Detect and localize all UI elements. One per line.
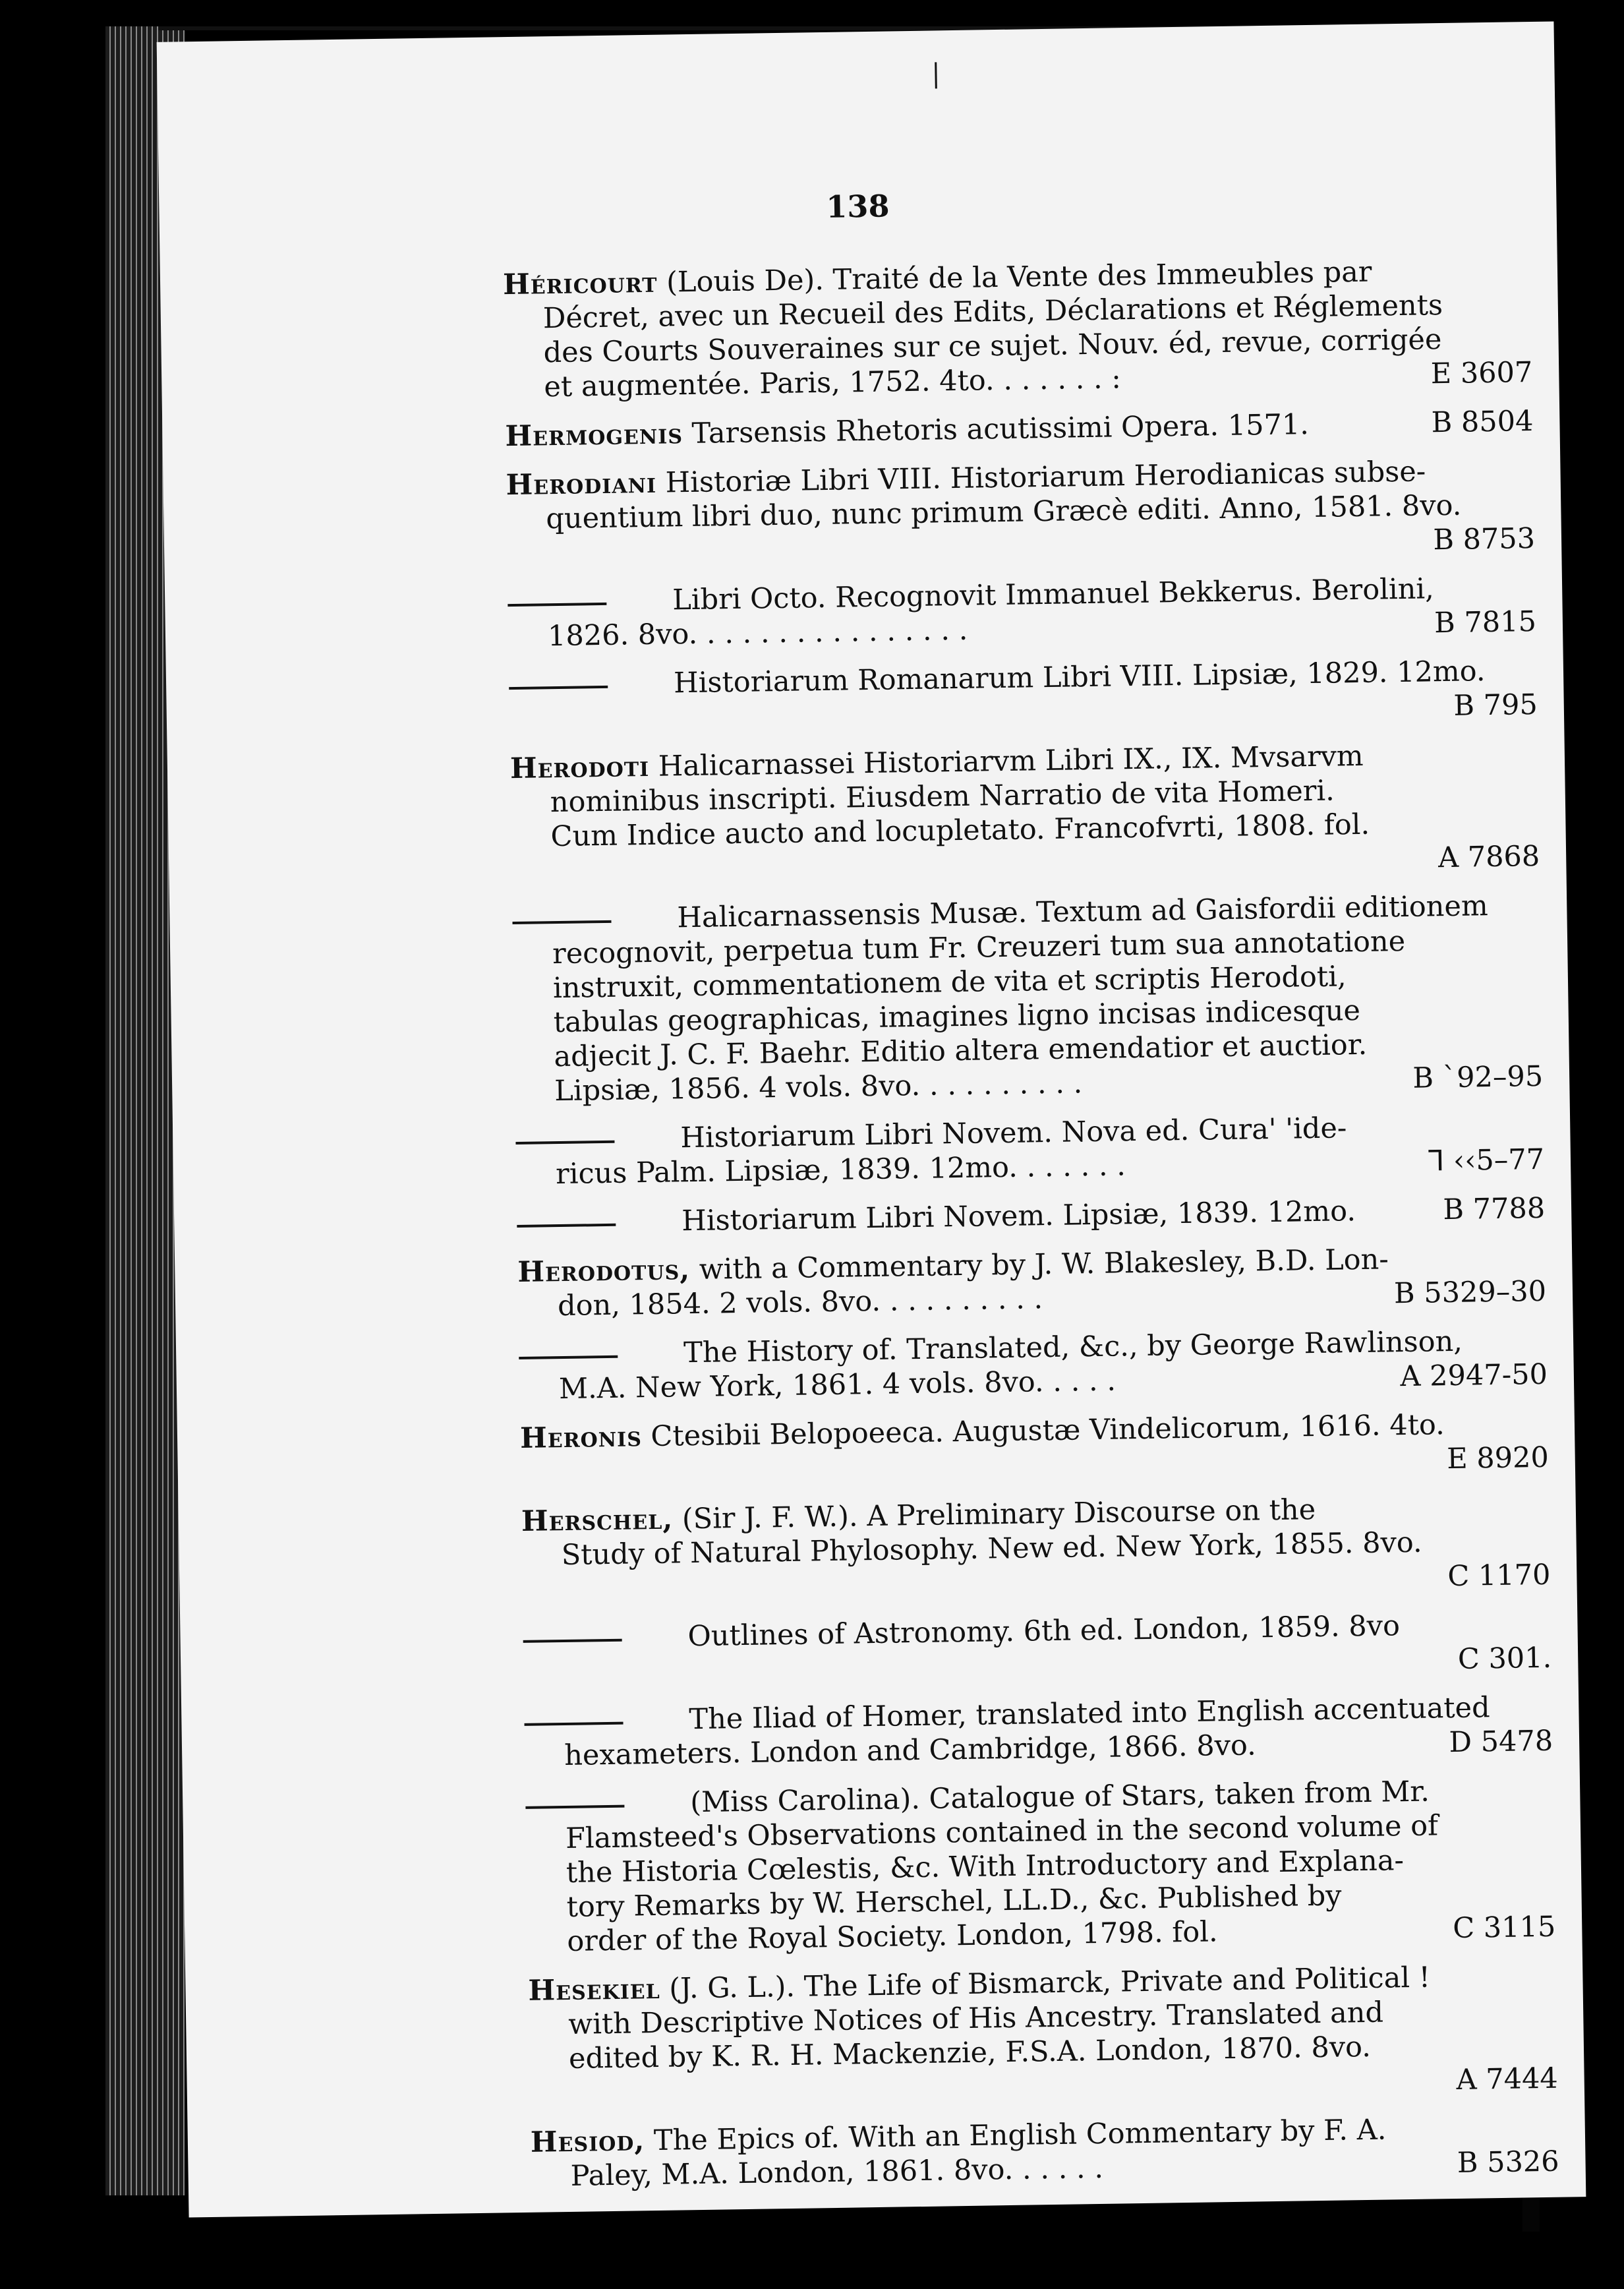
entry-text: ricus Palm. Lipsiæ, 1839. 12mo. . . . . . . xyxy=(555,1149,1126,1191)
entry-text: the Historia Cœlestis, &c. With Introductory and Explana- xyxy=(566,1844,1405,1889)
entry-text: Outlines of Astronomy. 6th ed. London, 1859. 8vo xyxy=(687,1609,1401,1653)
catalogue-entry xyxy=(503,253,1533,405)
entry-text: adjecit J. C. F. Baehr. Editio altera emendatior et auctior. xyxy=(554,1028,1368,1074)
catalogue-entry xyxy=(509,653,1538,737)
shelf-mark: B 8504 xyxy=(1431,404,1534,440)
catalogue-entry xyxy=(515,1108,1544,1192)
entry-text: 1826. 8vo. . . . . . . . . . . . . . . . xyxy=(547,613,968,653)
shelf-mark: B 8753 xyxy=(1432,521,1536,557)
ditto-dash xyxy=(508,603,606,607)
entry-text: recognovit, perpetua tum Fr. Creuzeri tum sua annotatione xyxy=(552,924,1406,971)
entry-text: Libri Octo. Recognovit Immanuel Bekkerus. Berolini, xyxy=(672,572,1435,617)
catalogue-entry xyxy=(519,1323,1548,1407)
ditto-dash xyxy=(515,1141,614,1144)
entry-text: edited by K. R. H. Mackenzie, F.S.A. London, 1870. 8vo. xyxy=(568,2030,1372,2075)
entry-heading: Herschel, xyxy=(521,1502,674,1538)
ditto-dash xyxy=(525,1722,624,1726)
entry-text: Historiarum Libri Novem. Lipsiæ, 1839. 12mo. xyxy=(681,1195,1356,1238)
shelf-mark: C 3115 xyxy=(1452,1910,1556,1946)
catalogue-entry xyxy=(523,1607,1552,1690)
catalogue-entry xyxy=(525,1773,1556,1959)
catalogue-page xyxy=(157,21,1586,2217)
catalogue-entry xyxy=(517,1191,1546,1241)
entry-text: Paley, M.A. London, 1861. 8vo. . . . . . xyxy=(570,2151,1104,2193)
entry-text: (Miss Carolina). Catalogue of Stars, taken from Mr. xyxy=(689,1775,1430,1820)
entry-text: The Iliad of Homer, translated into English accentuated xyxy=(689,1691,1490,1737)
ditto-dash xyxy=(519,1355,618,1359)
entry-text: instruxit, commentationem de vita et scriptis Herodoti, xyxy=(552,960,1347,1005)
shelf-mark: A 7444 xyxy=(1456,2062,1559,2096)
ditto-dash xyxy=(509,686,608,690)
ditto-dash xyxy=(512,920,611,924)
entry-heading: Hesekiel xyxy=(528,1972,660,2007)
catalogue-entry xyxy=(521,1489,1551,1607)
entry-text: tabulas geographicas, imagines ligno incisas indicesque xyxy=(553,994,1361,1040)
entry-text: Historiarum Libri Novem. Nova ed. Cura' 'ide- xyxy=(680,1112,1347,1155)
entry-text: Lipsiæ, 1856. 4 vols. 8vo. . . . . . . . . . xyxy=(554,1067,1083,1108)
ditto-dash xyxy=(525,1805,624,1809)
shelf-mark: C 301. xyxy=(1457,1641,1552,1676)
entry-text: Flamsteed's Observations contained in the second volume of xyxy=(565,1809,1439,1855)
entry-text: (J. G. L.). The Life of Bismarck, Private and Political ! xyxy=(668,1961,1431,2006)
catalogue-entry xyxy=(506,453,1535,571)
entry-line xyxy=(505,404,1534,454)
entry-text: with a Commentary by J. W. Blakesley, B.D. Lon- xyxy=(699,1243,1389,1286)
entry-text: (Sir J. F. W.). A Preliminary Discourse on the xyxy=(682,1493,1316,1536)
catalogue-entry xyxy=(524,1690,1553,1773)
ditto-dash xyxy=(517,1224,616,1228)
entry-heading: Héricourt xyxy=(502,266,658,302)
catalogue-entry xyxy=(528,1959,1558,2111)
entry-heading: Hermogenis xyxy=(505,417,683,454)
catalogue-entry xyxy=(508,570,1536,654)
entry-heading: Hesiod, xyxy=(530,2124,645,2159)
shelf-mark: E 8920 xyxy=(1446,1441,1550,1476)
entry-text: Historiæ Libri VIII. Historiarum Herodianicas subse- xyxy=(665,455,1426,500)
entry-text: et augmentée. Paris, 1752. 4to. . . . . . . : xyxy=(544,362,1122,404)
shelf-mark: C 1170 xyxy=(1447,1558,1551,1593)
entry-text: order of the Royal Society. London, 1798. fol. xyxy=(567,1915,1218,1958)
entry-text: The Epics of. With an English Commentary by F. A. xyxy=(653,2113,1387,2158)
shelf-mark: D 5478 xyxy=(1449,1724,1553,1760)
catalogue-entry xyxy=(505,404,1534,454)
entry-heading: Herodotus, xyxy=(517,1253,691,1289)
entry-text: M.A. New York, 1861. 4 vols. 8vo. . . . . xyxy=(558,1364,1116,1406)
shelf-mark: ꓶ ‹‹5–77 xyxy=(1428,1143,1545,1178)
catalogue-entry xyxy=(531,2110,1559,2194)
entry-line xyxy=(517,1191,1546,1241)
entry-text: Historiarum Romanarum Libri VIII. Lipsiæ, 1829. 12mo. xyxy=(673,655,1486,700)
entry-text: Study of Natural Phylosophy. New ed. New York, 1855. 8vo. xyxy=(561,1526,1422,1572)
entry-heading: Heronis xyxy=(519,1420,643,1455)
entry-text: with Descriptive Notices of His Ancestry. Translated and xyxy=(567,1996,1384,2041)
shelf-mark: B 5329–30 xyxy=(1393,1274,1547,1311)
catalogue-entry xyxy=(517,1240,1546,1324)
shelf-mark: B 7815 xyxy=(1434,605,1537,640)
catalogue-entry xyxy=(510,736,1540,889)
top-tick-mark xyxy=(935,62,937,88)
entry-text: quentium libri duo, nunc primum Græcè editi. Anno, 1581. 8vo. xyxy=(546,489,1462,536)
catalogue-entries xyxy=(503,253,1560,2209)
shelf-mark: B 5326 xyxy=(1457,2145,1559,2180)
catalogue-entry xyxy=(520,1406,1549,1490)
entry-text: don, 1854. 2 vols. 8vo. . . . . . . . . . xyxy=(557,1282,1043,1323)
entry-text: The History of. Translated, &c., by George Rawlinson, xyxy=(683,1324,1463,1370)
shelf-mark: A 2947-50 xyxy=(1400,1357,1548,1394)
ditto-dash xyxy=(523,1639,622,1643)
entry-text: Halicarnassei Historiarvm Libri IX., IX. Mvsarvm xyxy=(658,739,1364,783)
entry-text: Tarsensis Rhetoris acutissimi Opera. 1571. xyxy=(691,408,1310,450)
entry-text: nominibus inscripti. Eiusdem Narratio de vita Homeri. xyxy=(550,774,1335,819)
entry-text: des Courts Souveraines sur ce sujet. Nouv. éd, revue, corrigée xyxy=(543,323,1442,370)
shelf-mark: E 3607 xyxy=(1430,355,1533,391)
shelf-mark: B 7788 xyxy=(1443,1191,1546,1227)
shelf-mark: B 795 xyxy=(1453,688,1538,723)
entry-text: (Louis De). Traité de la Vente des Immeubles par xyxy=(666,255,1372,299)
catalogue-entry xyxy=(512,888,1543,1109)
entry-text: Décret, avec un Recueil des Edits, Déclarations et Réglements xyxy=(542,289,1443,336)
entry-text: tory Remarks by W. Herschel, LL.D., &c. Published by xyxy=(566,1879,1342,1924)
entry-heading: Herodiani xyxy=(506,466,657,502)
entry-heading: Herodoti xyxy=(509,750,650,786)
entry-text: Ctesibii Belopoeeca. Augustæ Vindelicorum, 1616. 4to. xyxy=(651,1408,1445,1454)
page-number: 138 xyxy=(826,188,890,225)
entry-text: Halicarnassensis Musæ. Textum ad Gaisfordii editionem xyxy=(677,889,1489,935)
shelf-mark: A 7868 xyxy=(1437,839,1540,875)
entry-text: Cum Indice aucto and locupletato. Francofvrti, 1808. fol. xyxy=(550,808,1370,854)
entry-text: hexameters. London and Cambridge, 1866. 8vo. xyxy=(564,1729,1257,1773)
shelf-mark: B `92–95 xyxy=(1412,1059,1544,1095)
